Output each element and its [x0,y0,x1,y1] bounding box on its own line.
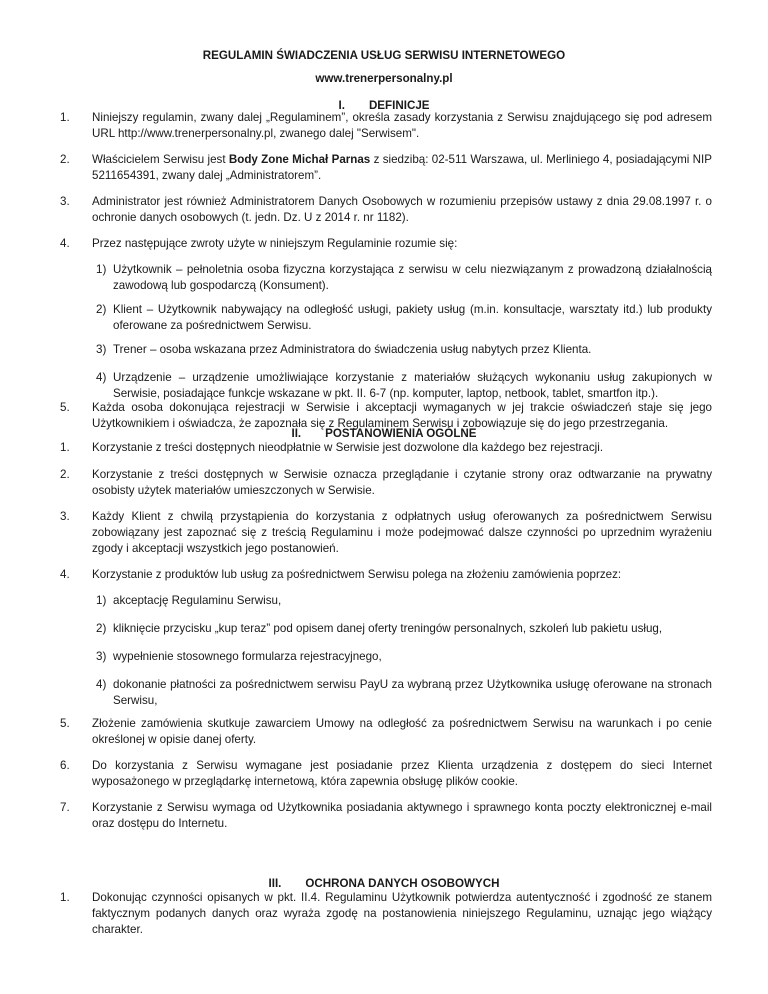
sub-item-text: Użytkownik – pełnoletnia osoba fizyczna korzystająca z serwisu w celu niezwiązanym z prowadzoną działalnością zawodową lub gospodarczą (Konsument). [113,263,712,292]
item-number: 5. [60,401,70,414]
sub-list-item [96,262,712,294]
item-number: 2. [60,468,70,481]
item-text: Każdy Klient z chwilą przystąpienia do korzystania z odpłatnych usług oferowanych za pośrednictwem Serwisu zobowiązany jest zapoznać się z treścią Regulaminu i może podejmować dalsze czynności po uprzednim wyrażeniu zgody i akceptacji wszystkich jego postanowień. [92,510,712,555]
item-number: 1. [60,111,70,124]
item-text: Niniejszy regulamin, zwany dalej „Regulaminem”, określa zasady korzystania z Serwisu znajdującego się pod adresem URL http://www.trenerpersonalny.pl, zwanego dalej "Serwisem". [92,111,712,140]
item-number: 7. [60,801,70,814]
sub-list-item [96,649,712,665]
item-number: 1. [60,891,70,904]
item-text: Korzystanie z treści dostępnych w Serwisie oznacza przeglądanie i czytanie strony oraz odtwarzanie na prywatny osobisty użytek materiałów umieszczonych w Serwisie. [92,468,712,497]
list-item [60,194,712,226]
list-item [60,236,712,252]
sub-item-number: 4) [96,678,107,691]
item-number: 2. [60,153,70,166]
section-number: II. [291,427,302,440]
section-number: I. [338,99,345,112]
item-text: Administrator jest również Administratorem Danych Osobowych w rozumieniu przepisów ustawy z dnia 29.08.1997 r. o ochronie danych osobowych (t. jedn. Dz. U z 2014 r. nr 1182). [92,195,712,224]
sub-item-text: Trener – osoba wskazana przez Administratora do świadczenia usług nabytych przez Klienta. [113,343,592,356]
list-item [60,890,712,938]
sub-list-item [96,342,712,358]
item-number: 4. [60,568,70,581]
section-title: OCHRONA DANYCH OSOBOWYCH [305,877,500,890]
sub-item-number: 4) [96,371,107,384]
item-text: Każda osoba dokonująca rejestracji w Serwisie i akceptacji wymaganych w jej trakcie oświadczeń staje się jego Użytkownikiem i oświadcza, że zapoznała się z Regulaminem Serwisu i zobowiązuje się do jego przestrzegania. [92,401,712,430]
document-title: REGULAMIN ŚWIADCZENIA USŁUG SERWISU INTERNETOWEGO [202,49,566,62]
item-text-part: Właścicielem Serwisu jest [92,153,229,166]
sub-item-number: 1) [96,594,107,607]
list-item [60,467,712,499]
section-title: DEFINICJE [368,99,430,112]
sub-item-number: 2) [96,303,107,316]
document-url: www.trenerpersonalny.pl [315,72,453,85]
list-item [60,567,712,583]
list-item [60,110,712,142]
item-text: Dokonując czynności opisanych w pkt. II.4. Regulaminu Użytkownik potwierdza autentyczność i zgodność ze stanem faktycznym podanych danych oraz wyraża zgodę na postanowienia niniejszego Regulaminu, uznając jego wiążący charakter. [92,891,712,936]
item-number: 3. [60,195,70,208]
item-text: Korzystanie z produktów lub usług za pośrednictwem Serwisu polega na złożeniu zamówienia poprzez: [92,568,622,581]
item-text-part: z siedzibą: 02-511 Warszawa, ul. Merliniego 4, posiadającymi NIP 5211654391, zwany dalej „Administratorem”. [92,153,713,182]
item-number: 3. [60,510,70,523]
list-item [60,152,712,184]
sub-item-text: Klient – Użytkownik nabywający na odległość usługi, pakiety usług (m.in. konsultacje, warsztaty itd.) lub produkty oferowane za pośrednictwem Serwisu. [113,303,712,332]
list-item [60,800,712,832]
item-text: Do korzystania z Serwisu wymagane jest posiadanie przez Klienta urządzenia z dostępem do sieci Internet wyposażonego w przeglądarkę internetową, która zapewnia obsługę plików cookie. [92,759,712,788]
item-text [92,152,712,184]
list-item [60,716,712,748]
list-item [60,758,712,790]
section-title: POSTANOWIENIA OGÓLNE [325,427,477,440]
sub-list-item [96,302,712,334]
sub-list-item [96,677,712,709]
sub-item-text: akceptację Regulaminu Serwisu, [113,594,282,607]
sub-item-text: Urządzenie – urządzenie umożliwiające korzystanie z materiałów służących wykonaniu usług zakupionych w Serwisie, posiadające funkcje wskazane w pkt. II. 6-7 (np. komputer, laptop, netbook, tablet, smartfon itp.). [113,371,712,400]
item-number: 4. [60,237,70,250]
item-text: Korzystanie z treści dostępnych nieodpłatnie w Serwisie jest dozwolone dla każdego bez rejestracji. [92,441,604,454]
sub-item-number: 3) [96,650,107,663]
list-item [60,509,712,557]
item-number: 1. [60,441,70,454]
list-item [60,440,712,456]
sub-list-item [96,370,712,402]
sub-item-text: dokonanie płatności za pośrednictwem serwisu PayU za wybraną przez Użytkownika usługę oferowane na stronach Serwisu, [113,678,712,707]
item-number: 6. [60,759,70,772]
item-number: 5. [60,717,70,730]
section-number: III. [268,877,282,890]
item-text: Złożenie zamówienia skutkuje zawarciem Umowy na odległość za pośrednictwem Serwisu na warunkach i po cenie określonej w opisie danej oferty. [92,717,712,746]
sub-list-item [96,621,712,637]
sub-item-number: 2) [96,622,107,635]
sub-item-text: wypełnienie stosownego formularza rejestracyjnego, [113,650,382,663]
sub-list-item [96,593,712,609]
item-text: Przez następujące zwroty użyte w niniejszym Regulaminie rozumie się: [92,237,458,250]
sub-item-number: 1) [96,263,107,276]
owner-name: Body Zone Michał Parnas [228,153,371,166]
sub-item-text: kliknięcie przycisku „kup teraz” pod opisem danej oferty treningów personalnych, szkoleń lub pakietu usług, [113,622,663,635]
item-text: Korzystanie z Serwisu wymaga od Użytkownika posiadania aktywnego i sprawnego konta poczty elektronicznej e-mail oraz dostępu do Internetu. [92,801,712,830]
sub-item-number: 3) [96,343,107,356]
